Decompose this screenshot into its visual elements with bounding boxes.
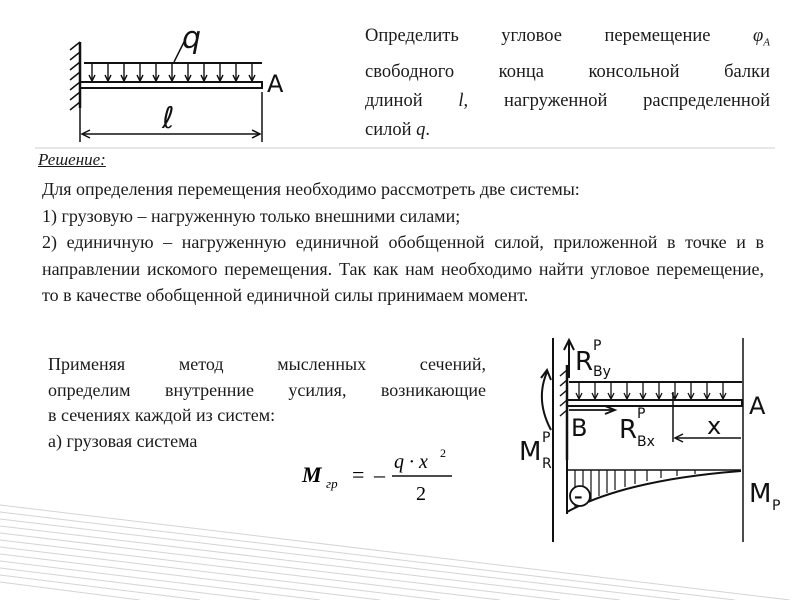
load-arrows <box>576 382 726 399</box>
solution-item-2: 2) единичную – нагруженную единичной обобщенной силой, приложенной в точке и в направлении искомого перемещения. Так как нам необходимо найти угловое перемещение, то в качестве обобщенной единичной силы принимаем момент. <box>42 232 764 305</box>
reaction-x-label: R <box>619 415 638 445</box>
end-label-a: A <box>267 70 284 98</box>
support-label: B <box>571 414 588 442</box>
formula-numerator: q · x <box>394 451 428 473</box>
reaction-x-sub: Bx <box>637 434 655 450</box>
formula-lhs: M <box>302 462 322 487</box>
method-text <box>48 352 486 454</box>
solution-item-1: 1) грузовую – нагруженную только внешними силами; <box>42 205 461 226</box>
moment-arc <box>542 372 551 430</box>
formula-minus: – <box>374 462 385 487</box>
method-line-2: определим внутренние усилия, возникающие <box>48 379 486 400</box>
task-line-4: силой q. <box>365 119 430 140</box>
load-system-diagram <box>505 330 795 550</box>
beam <box>80 82 262 88</box>
wall-hatching <box>70 42 80 110</box>
length-symbol: l <box>458 90 464 111</box>
load-arrows <box>89 63 255 81</box>
moment-curve <box>567 471 741 512</box>
moment-sup: P <box>542 430 551 446</box>
beam <box>567 400 742 406</box>
formula-denominator: 2 <box>416 483 426 505</box>
formula-lhs-sub: гр <box>326 476 338 491</box>
moment-formula <box>298 442 468 508</box>
diagram-sub: P <box>772 498 781 514</box>
moment-label: M <box>519 437 542 467</box>
section-x-label: x <box>707 412 722 440</box>
phi-subscript: A <box>763 36 770 49</box>
moment-sub: R <box>542 456 552 472</box>
cantilever-beam-diagram <box>62 20 302 145</box>
method-line-1: Применяя метод мысленных сечений, <box>48 354 486 374</box>
end-label-a: A <box>749 392 766 420</box>
reaction-y-sup: P <box>593 338 602 354</box>
task-statement <box>365 22 770 145</box>
diagram-label: M <box>749 479 772 509</box>
length-label: ℓ <box>162 101 175 136</box>
reaction-x-sup: P <box>637 406 646 422</box>
task-line-1: Определить угловое перемещение $\varphi_A$ <box>365 26 770 49</box>
sign-label: – <box>574 487 583 507</box>
method-line-3: в сечениях каждой из систем: <box>48 405 276 425</box>
formula-equals: = <box>352 462 365 487</box>
method-line-4: а) грузовая система <box>48 430 198 451</box>
reaction-y-sub: By <box>593 364 611 380</box>
solution-body <box>42 176 764 309</box>
reaction-y-label: R <box>575 347 594 377</box>
solution-intro: Для определения перемещения необходимо рассмотреть две системы: <box>42 179 580 199</box>
load-symbol: q <box>416 119 426 140</box>
task-line-2: свободного конца консольной балки <box>365 61 770 82</box>
formula-numerator-exp: 2 <box>440 446 446 460</box>
load-label: q <box>182 21 202 56</box>
diagram-hatching <box>575 470 695 508</box>
phi-symbol: φ <box>753 26 764 46</box>
solution-heading: Решение: <box>38 150 106 169</box>
task-line-3: длиной l, нагруженной распределенной <box>365 90 770 111</box>
